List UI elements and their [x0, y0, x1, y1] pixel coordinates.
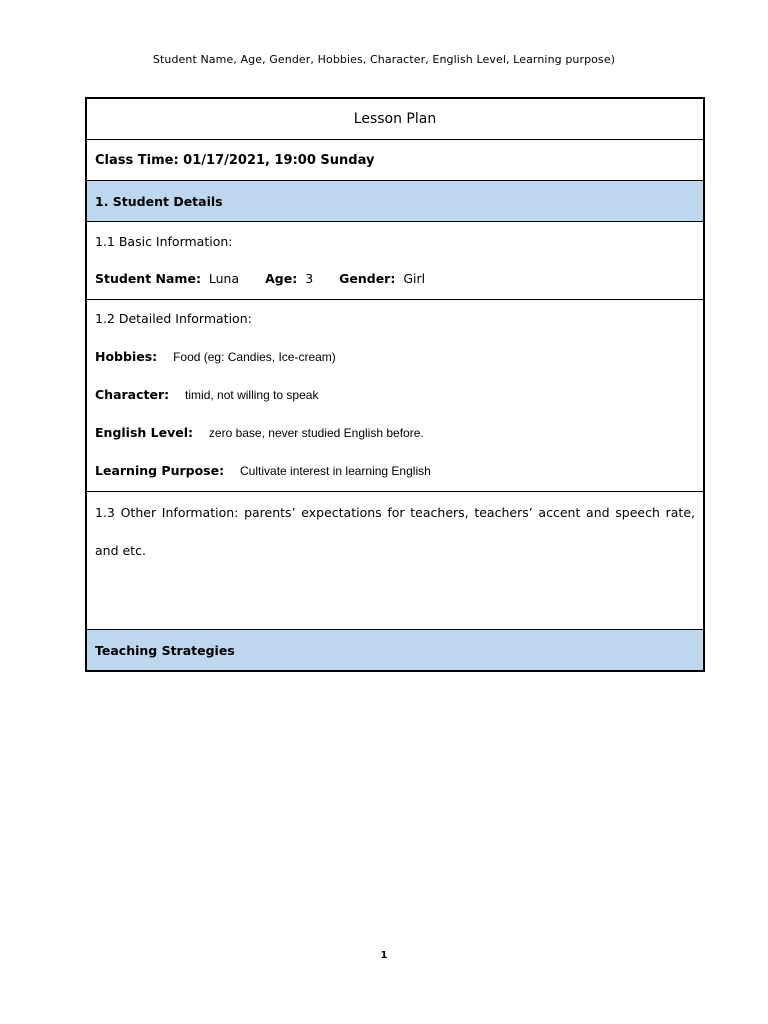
english-level-label: English Level: [95, 425, 193, 440]
learning-purpose-label: Learning Purpose: [95, 463, 225, 478]
section-student-details: 1. Student Details [87, 181, 703, 222]
gender-value: Girl [403, 271, 426, 286]
hobbies-value: Food (eg: Candies, Ice-cream) [173, 350, 336, 364]
gender-label: Gender [339, 271, 391, 286]
basic-information-fields: Student Name: Luna Age: 3 Gender: Girl [95, 271, 426, 286]
class-time: Class Time: 01/17/2021, 19:00 Sunday [87, 140, 703, 181]
header-note: Student Name, Age, Gender, Hobbies, Character, English Level, Learning purpose) [152, 53, 616, 66]
basic-information-heading: 1.1 Basic Information: [95, 234, 233, 249]
student-name-label: Student Name [95, 271, 196, 286]
page-number: 1 [380, 950, 388, 961]
hobbies-label: Hobbies: [95, 349, 158, 364]
character-label: Character: [95, 387, 170, 402]
detailed-information-heading: 1.2 Detailed Information: [95, 311, 252, 326]
learning-purpose-line [95, 463, 431, 478]
lesson-plan-table [85, 97, 705, 672]
hobbies-line [95, 349, 336, 364]
english-level-value: zero base, never studied English before. [208, 426, 424, 440]
learning-purpose-value: Cultivate interest in learning English [240, 464, 431, 478]
age-value: 3 [305, 271, 314, 286]
character-line [95, 387, 318, 402]
other-information-cell [87, 492, 703, 630]
age-label: Age [265, 271, 293, 286]
lesson-plan-title: Lesson Plan [87, 99, 703, 140]
english-level-line [95, 425, 424, 440]
other-information-text: 1.3 Other Information: parents’ expectations for teachers, teachers’ accent and speech rate, and etc. [95, 505, 695, 558]
detailed-information-cell [87, 300, 703, 492]
basic-information-cell [87, 222, 703, 300]
character-value: timid, not willing to speak [185, 388, 319, 402]
section-teaching-strategies: Teaching Strategies [87, 630, 703, 670]
student-name-value: Luna [208, 271, 240, 286]
